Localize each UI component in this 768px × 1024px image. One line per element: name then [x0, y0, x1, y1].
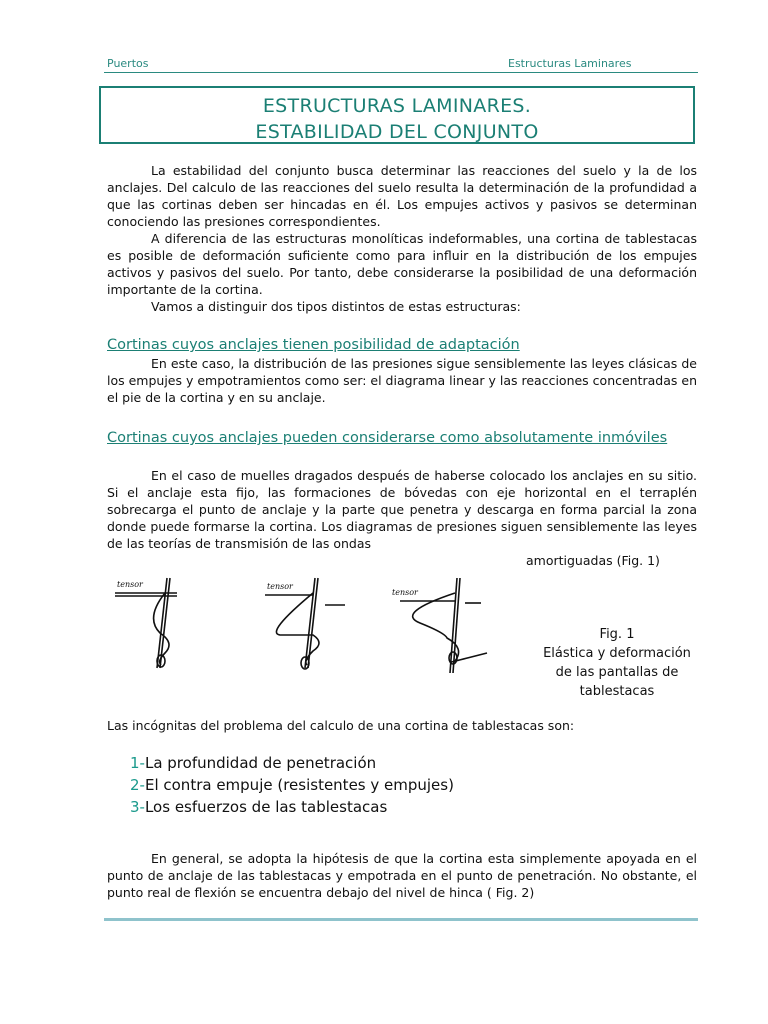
list-text: Los esfuerzos de las tablestacas [144, 798, 388, 816]
list-number: 3- [130, 798, 145, 816]
list-number: 2- [130, 776, 145, 794]
title-line-1: ESTRUCTURAS LAMINARES. [262, 95, 532, 117]
header-left: Puertos [107, 57, 149, 70]
caption-line-1: Fig. 1 [599, 627, 635, 642]
section2-heading: Cortinas cuyos anclajes pueden considerarse como absolutamente inmóviles [107, 430, 668, 446]
intro-paragraph-1: La estabilidad del conjunto busca determinar las reacciones del suelo y la de los anclajes. Del calculo de las reacciones del suelo resulta la determinación de la profundidad a que las cortinas deben ser hincadas en él. Los empujes activos y pasivos se determinan conociendo las presiones correspondientes. [107, 163, 697, 229]
section2-tail: amortiguadas (Fig. 1) [526, 553, 660, 568]
intro-text [107, 162, 697, 315]
figure-label-1: tensor [117, 580, 143, 589]
title-box [99, 86, 695, 144]
figure-caption [522, 625, 712, 701]
list-item [130, 796, 454, 818]
list-number: 1- [130, 754, 145, 772]
figure-label-3: tensor [392, 588, 418, 597]
intro-paragraph-3: Vamos a distinguir dos tipos distintos de estas estructuras: [151, 299, 521, 314]
figure-label-2: tensor [267, 582, 293, 591]
caption-line-2: Elástica y deformación [543, 646, 691, 661]
list-text: La profundidad de penetración [144, 754, 377, 772]
closing-paragraph: En general, se adopta la hipótesis de que la cortina esta simplemente apoyada en el punto de anclaje de las tablestacas y empotrada en el punto de penetración. No obstante, el punto real de flexión se encuentra debajo del nivel de hinca ( Fig. 2) [107, 851, 697, 900]
header-right: Estructuras Laminares [508, 57, 632, 70]
list-text: El contra empuje (resistentes y empujes) [144, 776, 454, 794]
section1-body: En este caso, la distribución de las presiones sigue sensiblemente las leyes clásicas de los empujes y empotramientos como ser: el diagrama linear y las reacciones concentradas en el pie de la cortina y en su anclaje. [107, 356, 697, 405]
list-item [130, 774, 454, 796]
unknowns-list [130, 752, 454, 818]
caption-line-4: tablestacas [579, 684, 655, 699]
caption-line-3: de las pantallas de [555, 665, 679, 680]
list-item [130, 752, 454, 774]
sheet-pile-deformation-figure [115, 573, 515, 683]
footer-rule [104, 918, 698, 921]
section2-body: En el caso de muelles dragados después de haberse colocado los anclajes en su sitio. Si el anclaje esta fijo, las formaciones de bóvedas con eje horizontal en el terraplén sobrecarga el punto de anclaje y la parte que penetra y descarga en forma parcial la zona donde puede formarse la cortina. Los diagramas de presiones siguen sensiblemente las leyes de las teorías de transmisión de las ondas [107, 468, 697, 551]
title-line-2: ESTABILIDAD DEL CONJUNTO [255, 121, 539, 143]
unknowns-intro: Las incógnitas del problema del calculo de una cortina de tablestacas son: [107, 718, 575, 733]
section1-heading: Cortinas cuyos anclajes tienen posibilidad de adaptación [107, 337, 520, 353]
intro-paragraph-2: A diferencia de las estructuras monolíticas indeformables, una cortina de tablestacas es posible de deformación suficiente como para influir en la distribución de los empujes activos y pasivos del suelo. Por tanto, debe considerarse la posibilidad de una deformación importante de la cortina. [107, 231, 697, 297]
header-rule [104, 72, 698, 73]
